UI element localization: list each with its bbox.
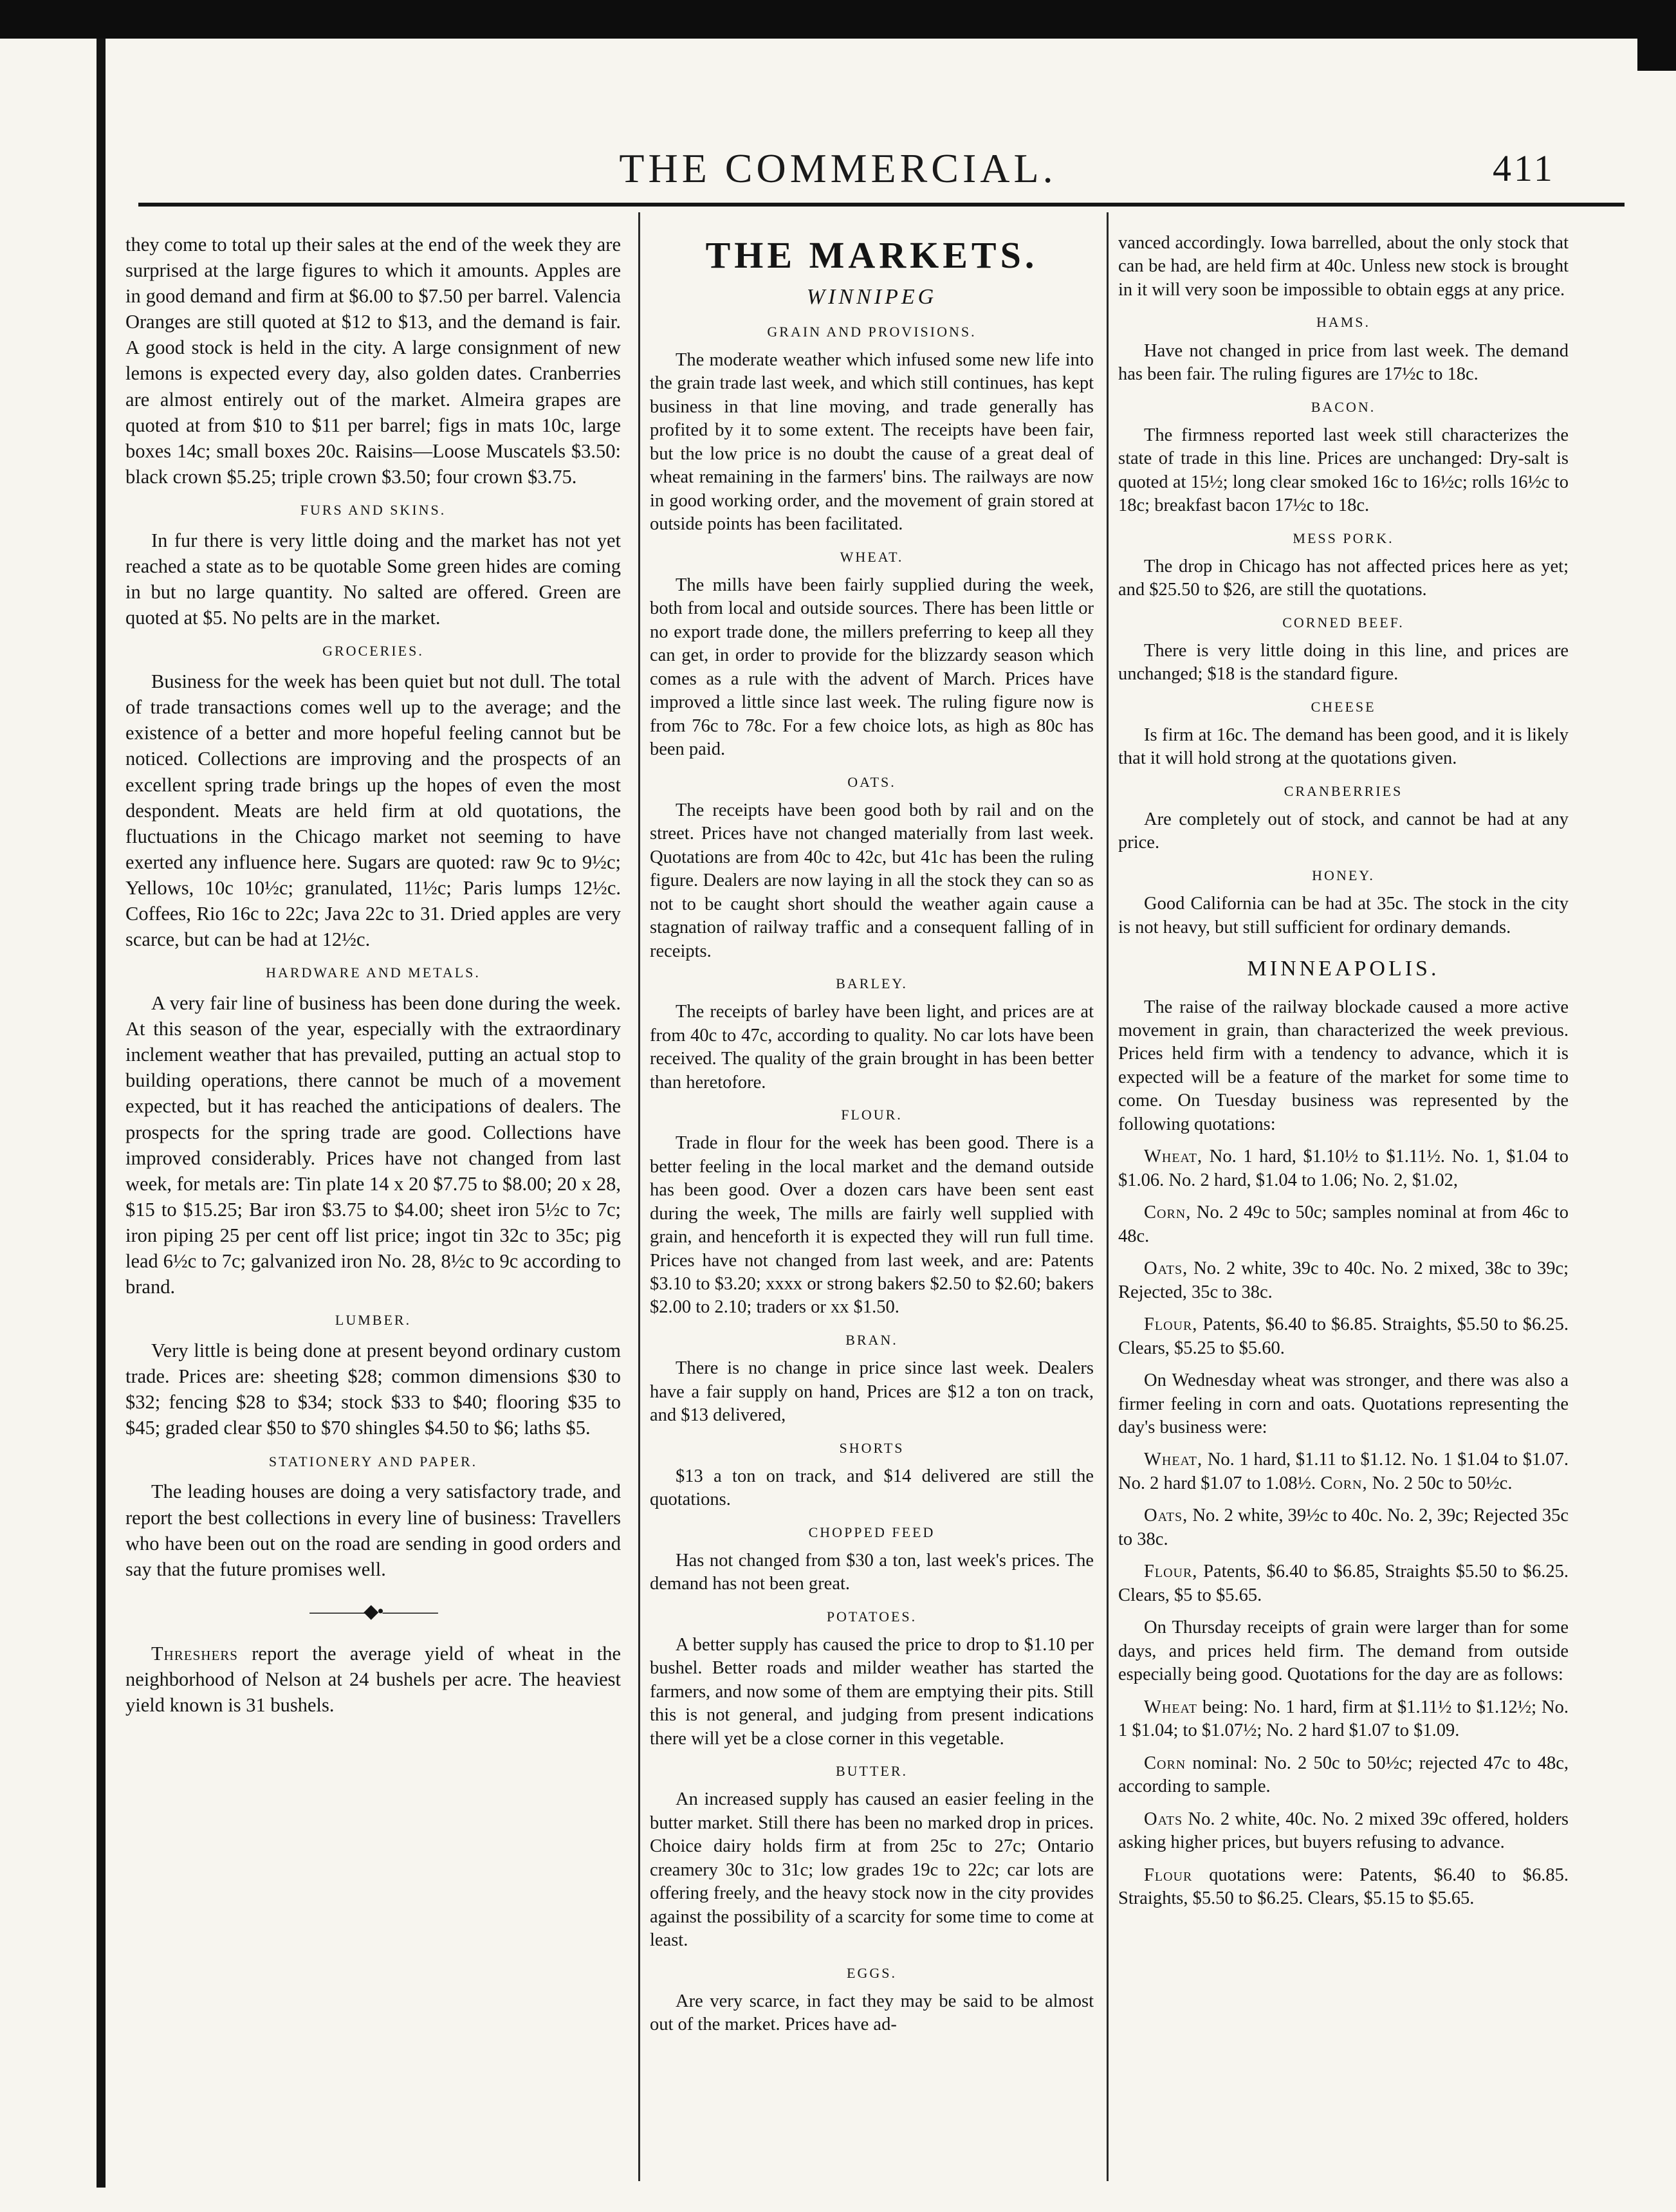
tuesday-flour-lead: Flour, [1144,1314,1198,1335]
thursday-oats-quote [1118,1808,1569,1855]
wheat-paragraph: The mills have been fairly supplied during the week, both from local and outside sources. There has been little or no export trade done, the millers preferring to keep all they can get, in order to provide for the blizzardy season which comes as a rule with the advent of March. Prices have improved a little since last week. The ruling figure now is from 76c to 78c. For a few choice lots, as high as 80c has been paid. [650,575,1094,760]
thursday-flour-quote [1118,1864,1569,1911]
section-heading-lumber: LUMBER. [335,1312,412,1329]
section-heading-cheese: CHEESE [1311,698,1376,715]
section-heading-hardware: HARDWARE AND METALS. [266,964,481,981]
thursday-corn-lead: Corn [1144,1753,1186,1773]
left-binding-edge [97,39,106,2188]
header-rule [138,203,1625,207]
section-heading-bacon: BACON. [1311,398,1376,415]
oats-paragraph: The receipts have been good both by rail and on the street. Prices have not changed materially from last week. Quotations are from 40c to 42c, but 41c has been the ruling figure. Dealers are now laying in all the stock they can so as not to be caught short should the weather again cause a stagnation of railway traffic and a consequent falling of in receipts. [650,800,1094,961]
tuesday-wheat-lead: Wheat, [1144,1147,1203,1167]
thursday-wheat-quote [1118,1696,1569,1743]
groceries-paragraph: Business for the week has been quiet but not dull. The total of trade transactions comes well up to the average; and the existence of a better and more hopeful feeling cannot but be noticed. Collections are improving and the prospects of an excellent spring trade brings up the hopes of even the most despondent. Meats are held firm at old quotations, the fluctuations in the Chicago market not seeming to have exerted any influence here. Sugars are quoted: raw 9c to 9½c; Yellows, 10c 10½c; granulated, 11½c; Paris lumps 12½c. Coffees, Rio 16c to 22c; Java 22c to 31. Dried apples are very scarce, but can be had at 12½c. [125,670,621,951]
tuesday-flour-text: Patents, $6.40 to $6.85. Straights, $5.50 to $6.25. Clears, $5.25 to $5.60. [1118,1314,1569,1358]
butter-paragraph: An increased supply has caused an easier feeling in the butter market. Still there has been no marked drop in prices. Choice dairy holds firm at from 25c to 27c; Ontario creamery 30c to 31c; low grades 19c to 22c; car lots are offering freely, and the heavy stock now in the city provides against the possibility of a scarcity for some time to come at least. [650,1789,1094,1951]
column-rule-2 [1107,212,1109,2181]
section-heading-potatoes: POTATOES. [826,1608,917,1625]
mess-pork-paragraph: The drop in Chicago has not affected prices here as yet; and $25.50 to $26, are still the quotations. [1118,556,1569,600]
tuesday-flour-quote [1118,1313,1569,1360]
thursday-oats-lead: Oats [1144,1809,1183,1829]
thursday-intro: On Thursday receipts of grain were larger than for some days, and prices held firm. The demand from outside especially being good. Quotations for the day are as follows: [1118,1618,1569,1685]
wednesday-intro: On Wednesday wheat was stronger, and there was also a firmer feeling in corn and oats. Quotations representing the day's business were: [1118,1370,1569,1438]
wednesday-flour-quote [1118,1560,1569,1607]
eggs-paragraph: Are very scarce, in fact they may be said to be almost out of the market. Prices have ad- [650,1991,1094,2035]
hardware-paragraph: A very fair line of business has been done during the week. At this season of the year, especially with the extraordinary inclement weather that has prevailed, putting an actual stop to building operations, there cannot be much of a movement expected, but it has reached the anticipations of dealers. The prospects for the spring trade are good. Collections have improved considerably. Prices have not changed from last week, for metals are: Tin plate 14 x 20 $7.75 to $8.00; 20 x 28, $15 to $15.25; Bar iron $3.75 to $4.00; sheet iron 5½c to 7c; iron piping 25 per cent off list price; ingot tin 32c to 35c; pig lead 6½c to 7c; galvanized iron No. 28, 8½c to 9c according to brand. [125,992,621,1298]
lumber-paragraph: Very little is being done at present beyond ordinary custom trade. Prices are: sheeting $28; common dimensions $30 to $32; fencing $28 to $34; stock $33 to $40; flooring $35 to $45; graded clear $50 to $70 shingles $4.50 to $6; laths $5. [125,1340,621,1439]
corned-beef-paragraph: There is very little doing in this line, and prices are unchanged; $18 is the standard figure. [1118,640,1569,685]
thursday-wheat-lead: Wheat [1144,1697,1198,1717]
tuesday-corn-text: No. 2 49c to 50c; samples nominal at from 46c to 48c. [1118,1203,1569,1246]
section-heading-furs: FURS AND SKINS. [300,501,447,518]
cranberries-paragraph: Are completely out of stock, and cannot be had at any price. [1118,809,1569,853]
page-title: THE COMMERCIAL. [619,145,1057,191]
grain-paragraph: The moderate weather which infused some new life into the grain trade last week, and which still continues, has kept business in that line moving, and trade generally has profited by it to some extent. The receipts have been fair, but the low price is no doubt the cause of a great deal of wheat remaining in the farmers' bins. The railways are now in good working order, and the movement of grain stored at outside points has been facilitated. [650,349,1094,535]
tuesday-corn-lead: Corn, [1144,1203,1192,1223]
top-right-scan-edge [1637,0,1676,71]
section-heading-butter: BUTTER. [835,1763,908,1780]
section-heading-oats: OATS. [847,773,896,790]
wednesday-oats-quote [1118,1504,1569,1551]
chopped-feed-paragraph: Has not changed from $30 a ton, last week's prices. The demand has not been great. [650,1550,1094,1594]
flour-paragraph: Trade in flour for the week has been good. There is a better feeling in the local market and the demand outside has been good. Over a dozen cars have been sent east during the week, The mills are fairly well supplied with grain, and henceforth it is expected they will run full time. Prices have not changed from last week, and are: Patents $3.10 to $3.20; xxxx or strong bakers $2.50 to $2.60; bakers $2.00 to 2.10; traders or xx $1.50. [650,1133,1094,1318]
tuesday-oats-quote [1118,1257,1569,1304]
section-heading-wheat: WHEAT. [840,548,904,565]
wednesday-corn-lead: Corn, [1320,1473,1368,1493]
section-heading-eggs: EGGS. [847,1964,897,1981]
section-heading-grain: GRAIN AND PROVISIONS. [767,323,977,340]
eggs-continued: vanced accordingly. Iowa barrelled, about the only stock that can be had, are held firm at 40c. Unless new stock is brought in it will very soon be impossible to obtain eggs at any price. [1118,233,1569,300]
wednesday-wheat-quote [1118,1448,1569,1495]
wednesday-flour-text: Patents, $6.40 to $6.85, Straights $5.50 to $6.25. Clears, $5 to $5.65. [1118,1562,1569,1605]
bran-paragraph: There is no change in price since last week. Dealers have a fair supply on hand, Prices are $12 a ton on track, and $13 delivered, [650,1358,1094,1426]
section-heading-shorts: SHORTS [839,1439,905,1456]
tuesday-oats-lead: Oats, [1144,1258,1188,1279]
furs-paragraph: In fur there is very little doing and the market has not yet reached a state as to be quotable Some green hides are coming in but no large quantity. No salted are offered. Green are quoted at $5. No pelts are in the market. [125,529,621,629]
threshers-text: report the average yield of wheat in the neighborhood of Nelson at 24 bushels per acre. The heaviest yield known is 31 bushels. [125,1643,622,1717]
tuesday-corn-quote [1118,1201,1569,1248]
fruit-continued: they come to total up their sales at the end of the week they are surprised at the large figures to which it amounts. Apples are in good demand and firm at $6.00 to $7.50 per barrel. Valencia Oranges are still quoted at $12 to $13, and the demand is fair. A good stock is held in the city. A large consignment of new lemons is expected every day, also golden dates. Cranberries are almost entirely out of the market. Almeira grapes are quoted at from $10 to $11 per barrel; figs in mats 10c, large boxes 14c; small boxes 20c. Raisins—Loose Muscatels $3.50: black crown $5.25; triple crown $3.50; four crown $3.75. [125,234,621,488]
wednesday-oats-lead: Oats, [1144,1506,1188,1526]
wednesday-corn-text: No. 2 50c to 50½c. [1372,1473,1513,1493]
top-scan-border [0,0,1676,39]
hams-paragraph: Have not changed in price from last week. The demand has been fair. The ruling figures are 17½c to 18c. [1118,340,1569,385]
city-title-winnipeg: WINNIPEG [806,285,937,309]
tuesday-oats-text: No. 2 white, 39c to 40c. No. 2 mixed, 38c to 39c; Rejected, 35c to 38c. [1118,1258,1569,1302]
thursday-wheat-text: being: No. 1 hard, firm at $1.11½ to $1.12½; No. 1 $1.04; to $1.07½; No. 2 hard $1.07 to $1.09. [1118,1697,1569,1741]
thursday-corn-quote [1118,1752,1569,1799]
section-heading-bran: BRAN. [845,1331,898,1348]
ornamental-divider: ———◆•——— [309,1600,437,1622]
column-rule-1 [638,212,640,2181]
column-1 [125,232,621,1728]
wednesday-oats-text: No. 2 white, 39½c to 40c. No. 2, 39c; Rejected 35c to 38c. [1118,1506,1569,1549]
minneapolis-intro: The raise of the railway blockade caused a more active movement in grain, than characterized the week previous. Prices held firm with a tendency to advance, which it is expected will be a feature of the market for some time to come. On Tuesday business was represented by the following quotations: [1118,997,1569,1134]
section-heading-groceries: GROCERIES. [322,643,424,659]
wednesday-wheat-lead: Wheat, [1144,1450,1203,1470]
thursday-flour-lead: Flour [1144,1865,1193,1885]
stationery-paragraph: The leading houses are doing a very satisfactory trade, and report the best collections in every line of business: Travellers who have been out on the road are sending in good orders and say that the future promises well. [125,1480,621,1580]
page-number: 411 [1493,147,1555,189]
markets-title: THE MARKETS. [705,234,1038,276]
section-heading-cranberries: CRANBERRIES [1284,782,1403,799]
barley-paragraph: The receipts of barley have been light, and prices are at from 40c to 47c, according to quality. No car lots have been received. The quality of the grain brought in has been better than heretofore. [650,1002,1094,1092]
city-title-minneapolis: MINNEAPOLIS. [1247,957,1440,981]
section-heading-barley: BARLEY. [836,975,908,991]
wednesday-flour-lead: Flour, [1144,1562,1198,1582]
tuesday-wheat-quote [1118,1145,1569,1192]
section-heading-mess-pork: MESS PORK. [1293,530,1394,546]
column-2 [650,232,1094,2046]
shorts-paragraph: $13 a ton on track, and $14 delivered are still the quotations. [650,1466,1094,1510]
wednesday-wheat-text: No. 1 hard, $1.11 to $1.12. No. 1 $1.04 to $1.07. No. 2 hard $1.07 to 1.08½. [1118,1450,1569,1493]
section-heading-chopped-feed: CHOPPED FEED [808,1524,935,1540]
threshers-lead: Threshers [151,1643,238,1665]
thursday-oats-text: No. 2 white, 40c. No. 2 mixed 39c offered, holders asking higher prices, but buyers refusing to advance. [1118,1809,1569,1853]
honey-paragraph: Good California can be had at 35c. The stock in the city is not heavy, but still sufficient for ordinary demands. [1118,894,1569,937]
column-3 [1118,232,1569,1919]
section-heading-honey: HONEY. [1312,867,1375,883]
section-heading-flour: FLOUR. [841,1107,903,1123]
section-heading-corned-beef: CORNED BEEF. [1282,614,1404,631]
thursday-corn-text: nominal: No. 2 50c to 50½c; rejected 47c to 48c, according to sample. [1118,1753,1569,1797]
tuesday-wheat-text: No. 1 hard, $1.10½ to $1.11½. No. 1, $1.04 to $1.06. No. 2 hard, $1.04 to 1.06; No. 2, $1.02, [1118,1147,1569,1190]
thursday-flour-text: quotations were: Patents, $6.40 to $6.85. Straights, $5.50 to $6.25. Clears, $5.15 to $5.65. [1118,1865,1569,1908]
cheese-paragraph: Is firm at 16c. The demand has been good, and it is likely that it will hold strong at the quotations given. [1118,724,1569,769]
section-heading-stationery: STATIONERY AND PAPER. [268,1453,478,1470]
potatoes-paragraph: A better supply has caused the price to drop to $1.10 per bushel. Better roads and milder weather has started the farmers, and now some of them are emptying their pits. Still this is not general, and judging from present indications there will yet be a close corner in this vegetable. [650,1634,1094,1749]
section-heading-hams: HAMS. [1316,314,1371,331]
bacon-paragraph: The firmness reported last week still characterizes the state of trade in this line. Prices are unchanged: Dry-salt is quoted at 15½; long clear smoked 16c to 16½c; rolls 16½c to 18c; breakfast bacon 17½c to 18c. [1118,425,1569,516]
threshers-paragraph [125,1641,621,1718]
